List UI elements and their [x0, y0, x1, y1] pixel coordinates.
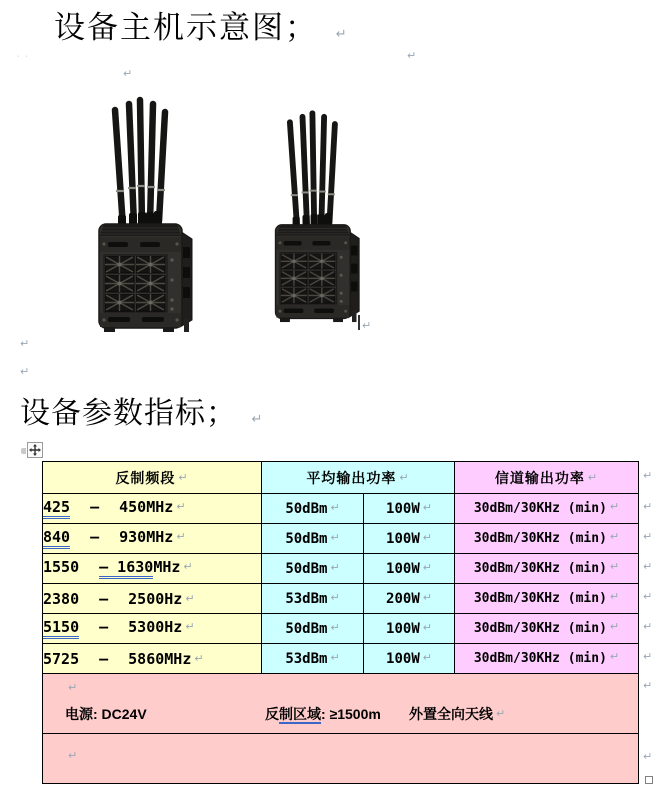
band-segment: 425 — [43, 498, 70, 519]
paragraph-mark: ↵ — [194, 651, 204, 665]
avg-power-cell — [262, 494, 364, 524]
antenna-spec — [409, 704, 505, 724]
band-cell — [43, 614, 262, 644]
watt-cell — [364, 554, 455, 584]
band-segment: 5150 — [43, 618, 79, 639]
channel-power-cell — [455, 584, 639, 614]
watt-cell — [364, 494, 455, 524]
header-row — [43, 462, 639, 494]
paragraph-mark: ↵ — [178, 470, 189, 484]
band-cell — [43, 584, 262, 614]
band-segment: 450MHz — [119, 498, 174, 516]
coverage-spec — [265, 704, 381, 724]
channel-power-value: 30dBm/30KHz (min) — [473, 621, 607, 636]
avg-power-value: 50dBm — [285, 560, 328, 577]
spec-row — [43, 644, 639, 674]
coverage-label-underlined: 制区域 — [279, 706, 321, 722]
table-move-handle[interactable] — [27, 442, 43, 458]
band-segment: – — [90, 498, 100, 516]
paragraph-mark: ↵ — [422, 650, 432, 664]
spec-table-header — [43, 462, 639, 494]
row-end-mark: ↵ — [643, 530, 653, 543]
paragraph-mark: ↵ — [330, 530, 340, 544]
watt-value: 100W — [386, 500, 420, 517]
paragraph-mark: ↵ — [587, 470, 599, 484]
channel-power-value: 30dBm/30KHz (min) — [473, 591, 607, 606]
device-photo-1 — [84, 95, 204, 345]
paragraph-mark: ↵ — [422, 530, 432, 544]
footer-row-info — [43, 674, 639, 734]
watt-value: 200W — [386, 590, 420, 607]
power-spec: 电源: DC24V — [65, 706, 147, 722]
header-band — [43, 462, 262, 494]
band-segment: 5300Hz — [128, 618, 183, 636]
table-handle-nub — [21, 448, 26, 454]
paragraph-mark: ↵ — [330, 560, 340, 574]
watt-cell — [364, 524, 455, 554]
paragraph-mark: ↵ — [20, 337, 30, 350]
spec-row — [43, 494, 639, 524]
band-segment: 5860MHz — [128, 649, 192, 668]
paragraph-mark: ↵ — [185, 620, 195, 633]
device-photo-2 — [262, 107, 370, 336]
watt-value: 100W — [386, 530, 420, 547]
watt-value: 100W — [386, 560, 420, 577]
row-end-mark: ↵ — [643, 590, 653, 603]
channel-power-value: 30dBm/30KHz (min) — [473, 561, 607, 576]
band-segment: 5725 — [43, 649, 80, 668]
footer-info-cell — [43, 674, 639, 734]
paragraph-mark: ↵ — [330, 500, 340, 514]
spec-table-body — [43, 494, 639, 674]
channel-power-value: 30dBm/30KHz (min) — [473, 501, 607, 516]
header-label: 平均输出功率 — [306, 469, 397, 486]
band-segment: 2380 — [43, 589, 80, 608]
paragraph-mark: ↵ — [330, 620, 340, 634]
paragraph-mark: ↵ — [422, 620, 432, 634]
channel-power-cell — [455, 644, 639, 674]
paragraph-mark: ↵ — [176, 500, 186, 513]
band-segment: 930MHz — [119, 528, 174, 546]
band-segment: 840 — [43, 528, 70, 549]
band-segment: — — [99, 649, 109, 668]
paragraph-mark: ↵ — [185, 591, 195, 605]
paragraph-mark: ↵ — [362, 319, 372, 332]
coverage-value: : ≥1500m — [321, 706, 381, 722]
footer-row-empty — [43, 734, 639, 784]
paragraph-mark: ↵ — [609, 620, 620, 633]
channel-power-cell — [455, 524, 639, 554]
channel-power-value: 30dBm/30KHz (min) — [473, 651, 607, 666]
paragraph-mark: ↵ — [496, 707, 506, 720]
title-text: 设备主机示意图； — [54, 10, 318, 45]
channel-power-cell — [455, 494, 639, 524]
avg-power-cell — [262, 614, 364, 644]
table-resize-handle[interactable] — [645, 776, 653, 784]
paragraph-mark: ↵ — [609, 560, 620, 573]
paragraph-mark: ↵ — [609, 650, 620, 663]
section-title-parameters — [20, 388, 263, 432]
spec-row — [43, 554, 639, 584]
watt-cell — [364, 644, 455, 674]
paragraph-mark: ↵ — [330, 590, 340, 604]
page-title — [54, 2, 349, 47]
band-cell — [43, 494, 262, 524]
spec-row — [43, 524, 639, 554]
jammer-device-illustration — [84, 95, 204, 340]
paragraph-mark: ↵ — [330, 650, 340, 664]
row-end-mark: ↵ — [643, 650, 653, 663]
footer-empty-cell — [43, 734, 639, 784]
jammer-device-illustration — [262, 107, 370, 331]
band-cell — [43, 644, 262, 674]
band-segment: – — [99, 589, 109, 608]
paragraph-mark: ↵ — [609, 590, 620, 603]
watt-cell — [364, 614, 455, 644]
band-segment: – 1630 — [99, 558, 153, 579]
band-cell — [43, 524, 262, 554]
spec-row — [43, 614, 639, 644]
watt-value: 100W — [386, 650, 420, 667]
paragraph-mark: ↵ — [407, 49, 417, 62]
paragraph-mark: ↵ — [609, 500, 620, 513]
row-end-mark: ↵ — [643, 679, 653, 692]
row-end-mark: ↵ — [643, 620, 653, 633]
header-label: 反制频段 — [115, 469, 176, 486]
paragraph-mark: ↵ — [422, 560, 432, 574]
spec-table — [42, 461, 639, 784]
channel-power-cell — [455, 554, 639, 584]
move-arrows-icon — [28, 443, 42, 457]
paragraph-mark: ↵ — [68, 681, 78, 694]
avg-power-value: 53dBm — [285, 590, 328, 607]
band-segment: 1550 — [43, 558, 80, 576]
band-cell — [43, 554, 262, 584]
row-end-mark: ↵ — [643, 500, 653, 513]
avg-power-value: 50dBm — [285, 620, 328, 637]
paragraph-mark: ↵ — [422, 590, 432, 604]
avg-power-cell — [262, 644, 364, 674]
avg-power-value: 50dBm — [285, 500, 328, 517]
paragraph-mark: ↵ — [68, 749, 78, 762]
paragraph-mark: ↵ — [422, 500, 432, 514]
avg-power-value: 50dBm — [285, 530, 328, 547]
paragraph-mark: ↵ — [20, 365, 30, 378]
band-segment: – — [90, 528, 100, 546]
paragraph-mark: ↵ — [176, 530, 186, 543]
watt-value: 100W — [386, 620, 420, 637]
header-avg-power — [262, 462, 455, 494]
row-end-mark: ↵ — [643, 560, 653, 573]
watt-cell — [364, 584, 455, 614]
paragraph-mark: ↵ — [335, 27, 349, 42]
band-segment: – — [99, 618, 109, 636]
avg-power-cell — [262, 554, 364, 584]
avg-power-value: 53dBm — [285, 650, 328, 667]
header-label: 信道输出功率 — [494, 469, 585, 486]
text-cursor — [358, 315, 360, 330]
paragraph-mark: ↵ — [609, 530, 620, 543]
title-text: 设备参数指标； — [20, 397, 237, 430]
avg-power-cell — [262, 584, 364, 614]
row-end-mark: ↵ — [643, 469, 653, 482]
band-segment: 2500Hz — [128, 589, 183, 608]
row-end-mark: ↵ — [643, 750, 653, 763]
paragraph-mark: ↵ — [251, 412, 264, 427]
spec-row — [43, 584, 639, 614]
header-channel-power — [455, 462, 639, 494]
footer-text-line — [43, 704, 638, 724]
antenna-text: 外置全向天线 — [409, 706, 493, 722]
coverage-label-prefix: 反 — [265, 706, 279, 722]
spec-table-footer — [43, 674, 639, 784]
paragraph-mark: ↵ — [183, 560, 193, 573]
paragraph-mark: ↵ — [399, 470, 410, 484]
text-artifact: · · — [17, 53, 30, 60]
paragraph-mark: ↵ — [123, 67, 133, 80]
avg-power-cell — [262, 524, 364, 554]
band-segment: MHz — [153, 558, 181, 576]
channel-power-cell — [455, 614, 639, 644]
channel-power-value: 30dBm/30KHz (min) — [473, 531, 607, 546]
